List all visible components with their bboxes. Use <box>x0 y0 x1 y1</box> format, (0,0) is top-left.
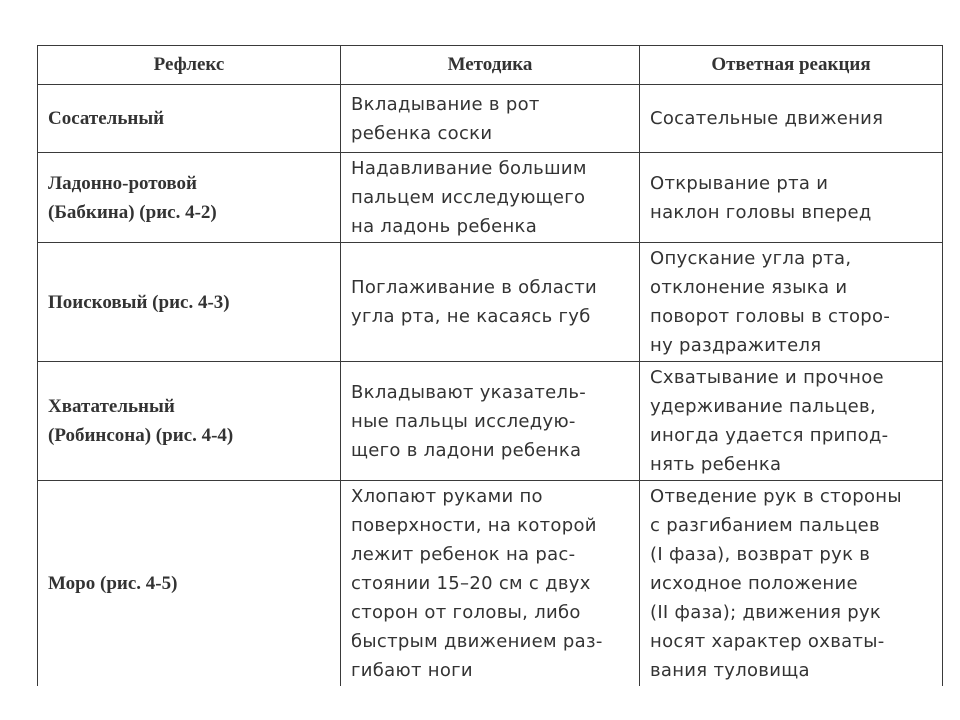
table-row <box>38 362 943 481</box>
table-row <box>38 243 943 362</box>
method-cell: Надавливание большим пальцем исследующего на ладонь ребенка <box>341 153 640 243</box>
response-cell: Опускание угла рта, отклонение языка и поворот головы в сторо- ну раздражителя <box>640 243 943 362</box>
table-body <box>38 85 943 687</box>
table-header <box>38 46 943 85</box>
reflex-name: Хватательный (Робинсона) (рис. 4-4) <box>48 396 234 446</box>
response-cell: Открывание рта и наклон головы вперед <box>640 153 943 243</box>
method-cell: Хлопают руками по поверхности, на которой лежит ребенок на рас- стоянии 15–20 см с двух сторон от головы, либо быстрым движением раз- гибают ноги <box>341 481 640 687</box>
reflex-name: Сосательный <box>48 108 165 129</box>
table-row <box>38 153 943 243</box>
reflex-name: Ладонно-ротовой (Бабкина) (рис. 4-2) <box>48 172 217 223</box>
table-row <box>38 481 943 687</box>
header-row <box>38 46 943 85</box>
reflex-name-cell <box>38 85 341 153</box>
reflex-name-cell <box>38 362 341 481</box>
reflex-name: Поисковый (рис. 4-3) <box>48 291 230 313</box>
reflex-table <box>37 45 943 686</box>
method-cell: Поглаживание в области угла рта, не касаясь губ <box>341 243 640 362</box>
response-cell: Схватывание и прочное удерживание пальцев, иногда удается припод- нять ребенка <box>640 362 943 481</box>
response-cell: Отведение рук в стороны с разгибанием пальцев (I фаза), возврат рук в исходное положение (II фаза); движения рук носят характер охваты- вания туловища <box>640 481 943 687</box>
method-cell: Вкладывание в рот ребенка соски <box>341 85 640 153</box>
table-row <box>38 85 943 153</box>
response-cell: Сосательные движения <box>640 85 943 153</box>
reflex-name: Моро (рис. 4-5) <box>48 573 178 594</box>
reflex-name-cell <box>38 481 341 687</box>
reflex-name-cell <box>38 243 341 362</box>
header-reflex: Рефлекс <box>38 46 341 85</box>
method-cell: Вкладывают указатель- ные пальцы исследую- щего в ладони ребенка <box>341 362 640 481</box>
header-response: Ответная реакция <box>640 46 943 85</box>
header-method: Методика <box>341 46 640 85</box>
reflex-name-cell <box>38 153 341 243</box>
